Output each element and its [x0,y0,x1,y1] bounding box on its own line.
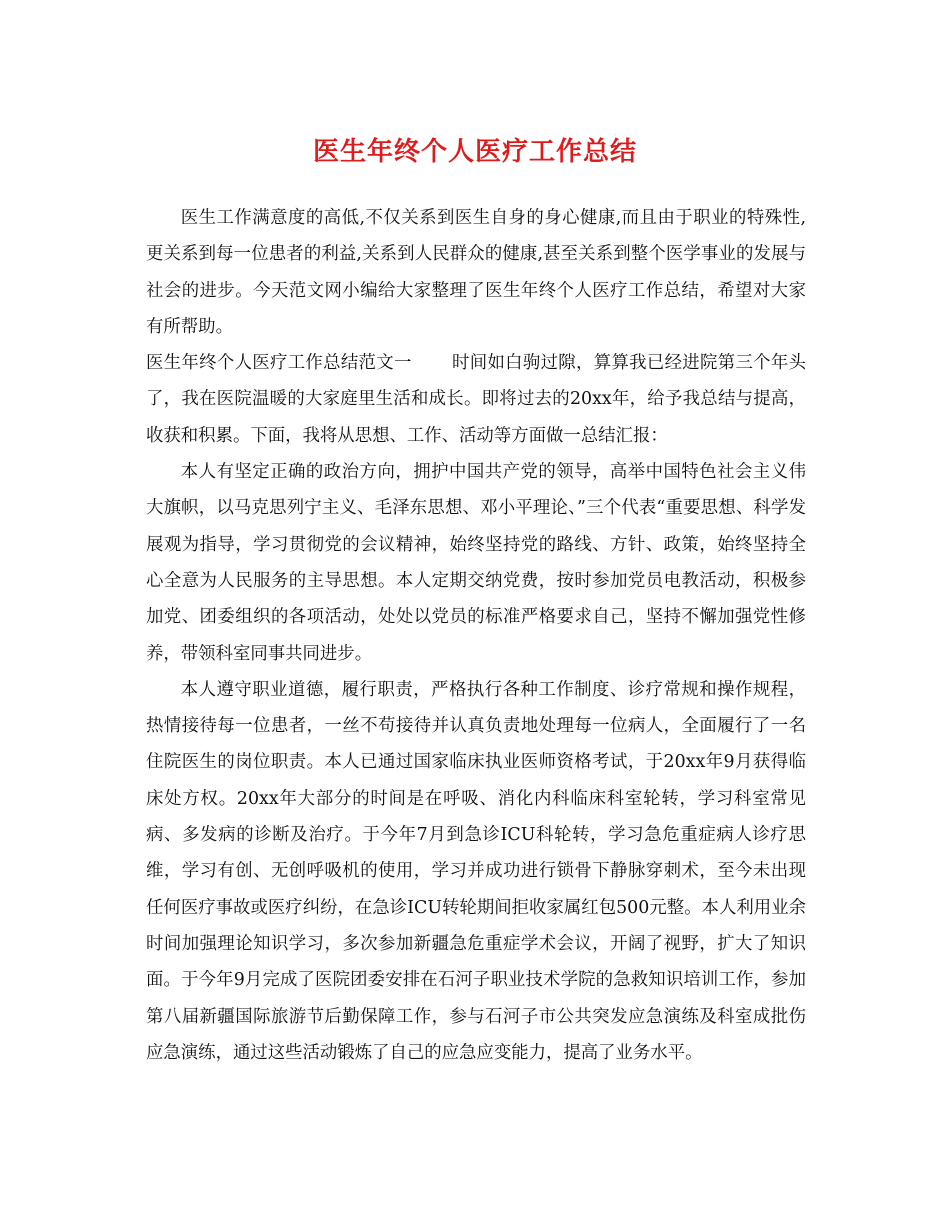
work-paragraph: 本人遵守职业道德，履行职责，严格执行各种工作制度、诊疗常规和操作规程，热情接待每一位患者，一丝不苟接待并认真负责地处理每一位病人，全面履行了一名住院医生的岗位职责。本人已通过国家临床执业医师资格考试，于20xx年9月获得临床处方权。20xx年大部分的时间是在呼吸、消化内科临床科室轮转，学习科室常见病、多发病的诊断及治疗。于今年7月到急诊ICU科轮转，学习急危重症病人诊疗思维，学习有创、无创呼吸机的使用，学习并成功进行锁骨下静脉穿刺术，至今未出现任何医疗事故或医疗纠纷，在急诊ICU转轮期间拒收家属红包500元整。本人利用业余时间加强理论知识学习，多次参加新疆急危重症学术会议，开阔了视野，扩大了知识面。于今年9月完成了医院团委安排在石河子职业技术学院的急救知识培训工作，参加第八届新疆国际旅游节后勤保障工作，参与石河子市公共突发应急演练及科室成批伤应急演练，通过这些活动锻炼了自己的应急应变能力，提高了业务水平。 [146,679,806,1063]
sample-heading: 医生年终个人医疗工作总结范文一 [146,353,412,374]
document-body [146,200,806,1071]
intro-paragraph: 医生工作满意度的高低,不仅关系到医生自身的身心健康,而且由于职业的特殊性,更关系到每一位患者的利益,关系到人民群众的健康,甚至关系到整个医学事业的发展与社会的进步。今天范文网小编给大家整理了医生年终个人医疗工作总结，希望对大家有所帮助。 [146,208,806,337]
politics-paragraph: 本人有坚定正确的政治方向，拥护中国共产党的领导，高举中国特色社会主义伟大旗帜，以马克思列宁主义、毛泽东思想、邓小平理论、”三个代表“重要思想、科学发展观为指导，学习贯彻党的会议精神，始终坚持党的路线、方针、政策，始终坚持全心全意为人民服务的主导思想。本人定期交纳党费，按时参加党员电教活动，积极参加党、团委组织的各项活动，处处以党员的标准严格要求自己，坚持不懈加强党性修养，带领科室同事共同进步。 [146,462,806,664]
sample-paragraph [146,345,806,454]
sample-opening: 时间如白驹过隙，算算我已经进院第三个年头了，我在医院温暖的大家庭里生活和成长。即将过去的20xx年，给予我总结与提高，收获和积累。下面，我将从思想、工作、活动等方面做一总结汇报： [146,353,806,446]
document-title: 医生年终个人医疗工作总结 [312,137,637,167]
